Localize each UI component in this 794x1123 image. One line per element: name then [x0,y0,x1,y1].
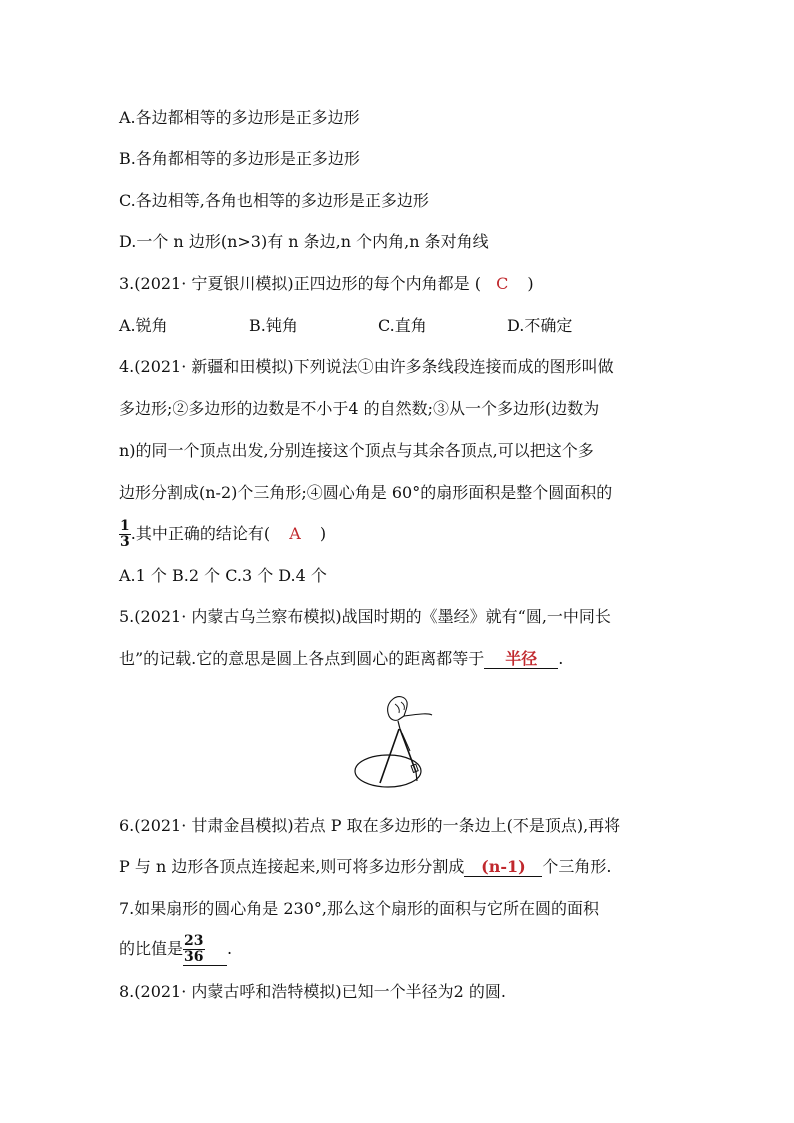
question-8-line-1: 8.(2021· 内蒙古呼和浩特模拟)已知一个半径为2 的圆. [119,982,506,1001]
question-4-answer: A [289,524,301,543]
question-6-line-1: 6.(2021· 甘肃金昌模拟)若点 P 取在多边形的一条边上(不是顶点),再将 [119,816,621,835]
question-7-answer-denominator: 36 [184,949,204,965]
question-3 [119,274,534,294]
question-7-stem: 的比值是 [119,939,184,958]
fraction-numerator: 1 [120,518,130,534]
question-3-answer: C [496,274,509,293]
option-b: B.各角都相等的多边形是正多边形 [119,149,360,168]
question-3-option-b: B.钝角 [249,316,298,335]
question-4-line-2: 多边形;②多边形的边数是不小于4 的自然数;③从一个多边形(边数为 [119,399,600,418]
fraction-one-third [119,519,131,550]
question-5-line-2 [119,649,563,669]
option-d: D.一个 n 边形(n>3)有 n 条边,n 个内角,n 条对角线 [119,232,489,251]
question-5-stem: 也”的记载.它的意思是圆上各点到圆心的距离都等于 [119,649,485,668]
question-4-line-3: n)的同一个顶点出发,分别连接这个顶点与其余各顶点,可以把这个多 [119,441,594,460]
question-4-line-5 [119,519,326,550]
question-3-close: ) [527,274,534,293]
question-4-options: A.1 个 B.2 个 C.3 个 D.4 个 [119,566,327,585]
question-3-option-c: C.直角 [378,316,427,335]
fraction-denominator: 3 [120,534,130,550]
question-4-line-1: 4.(2021· 新疆和田模拟)下列说法①由许多条线段连接而成的图形叫做 [119,357,614,376]
question-6-end: 个三角形. [542,857,612,876]
question-6-line-2 [119,857,612,877]
question-3-option-d: D.不确定 [507,316,573,335]
question-7-end: . [227,939,233,958]
question-3-options [119,316,572,336]
question-3-stem: 3.(2021· 宁夏银川模拟)正四边形的每个内角都是 ( [119,274,481,293]
question-4-line-4: 边形分割成(n-2)个三角形;④圆心角是 60°的扇形面积是整个圆面积的 [119,483,613,502]
question-6-stem: P 与 n 边形各顶点连接起来,则可将多边形分割成 [119,857,465,876]
question-7-answer-fraction [183,934,204,965]
question-7-line-2 [119,934,232,966]
compass-drawing-circle-illustration [350,693,450,793]
question-7-answer-blank [183,934,227,966]
question-7-line-1: 7.如果扇形的圆心角是 230°,那么这个扇形的面积与它所在圆的面积 [119,899,599,918]
question-5-answer-blank: 半径 [484,650,558,669]
question-5-line-1: 5.(2021· 内蒙古乌兰察布模拟)战国时期的《墨经》就有“圆,一中同长 [119,607,611,626]
question-4-stem-end: .其中正确的结论有( [130,524,271,543]
question-4-close: ) [319,524,327,543]
option-a: A.各边都相等的多边形是正多边形 [119,108,360,127]
question-5-end: . [558,649,564,668]
option-c: C.各边相等,各角也相等的多边形是正多边形 [119,191,429,210]
question-3-option-a: A.锐角 [119,316,168,335]
question-7-answer-numerator: 23 [184,933,204,949]
question-6-answer-blank: (n-1) [464,858,542,877]
